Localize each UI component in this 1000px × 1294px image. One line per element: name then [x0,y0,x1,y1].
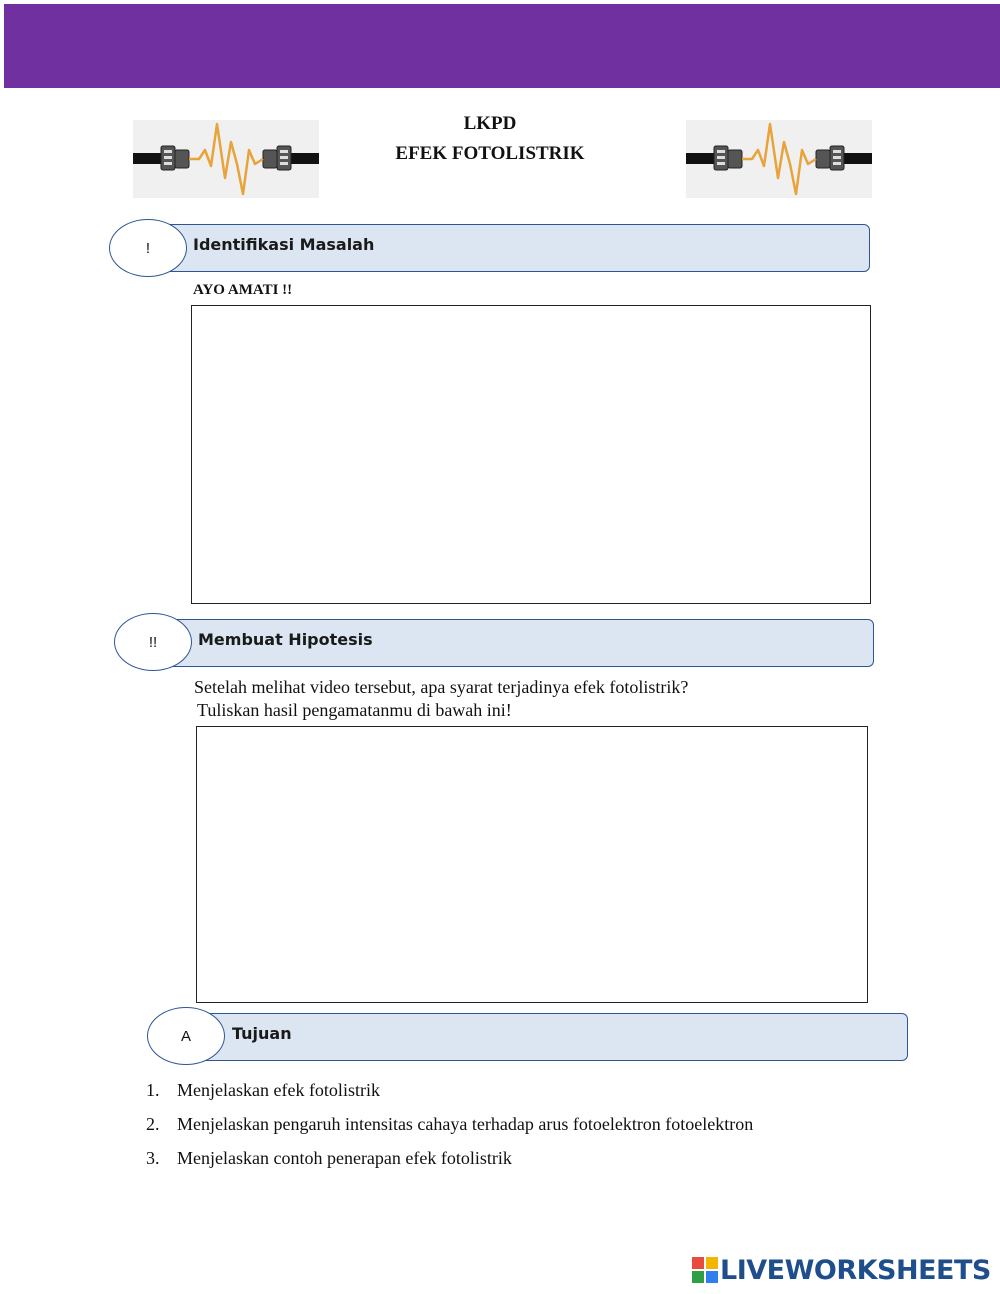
hypothesis-answer-box[interactable] [196,726,868,1003]
section-title: Tujuan [232,1024,292,1043]
list-text: Menjelaskan efek fotolistrik [177,1080,380,1100]
brand-name: LIVEWORKSHEETS [720,1254,991,1286]
section-badge: ! [109,219,187,277]
list-number: 3. [146,1148,160,1168]
page-subtitle: EFEK FOTOLISTRIK [395,143,585,164]
page-title: LKPD [463,113,517,134]
list-text: Menjelaskan contoh penerapan efek fotolistrik [177,1148,512,1168]
question-text: Setelah melihat video tersebut, apa syarat terjadinya efek fotolistrik? [194,677,689,697]
list-item [146,1148,753,1182]
list-number: 2. [146,1114,160,1134]
brand-logo[interactable] [692,1253,991,1287]
section-badge: A [147,1007,225,1065]
observation-box[interactable] [191,305,871,604]
liveworksheets-icon [692,1257,718,1283]
voltage-waveform-icon [686,120,872,198]
goal-list [146,1080,753,1182]
section-title: Membuat Hipotesis [198,630,373,649]
list-number: 1. [146,1080,160,1100]
list-item [146,1080,753,1114]
section-title: Identifikasi Masalah [193,235,375,254]
list-text: Menjelaskan pengaruh intensitas cahaya terhadap arus fotoelektron fotoelektron [177,1114,754,1134]
list-item [146,1114,753,1148]
instruction-text: Tuliskan hasil pengamatanmu di bawah ini! [197,700,512,720]
header-bar [4,4,1000,88]
section-badge: !! [114,613,192,671]
section-subheading: AYO AMATI !! [193,282,293,298]
